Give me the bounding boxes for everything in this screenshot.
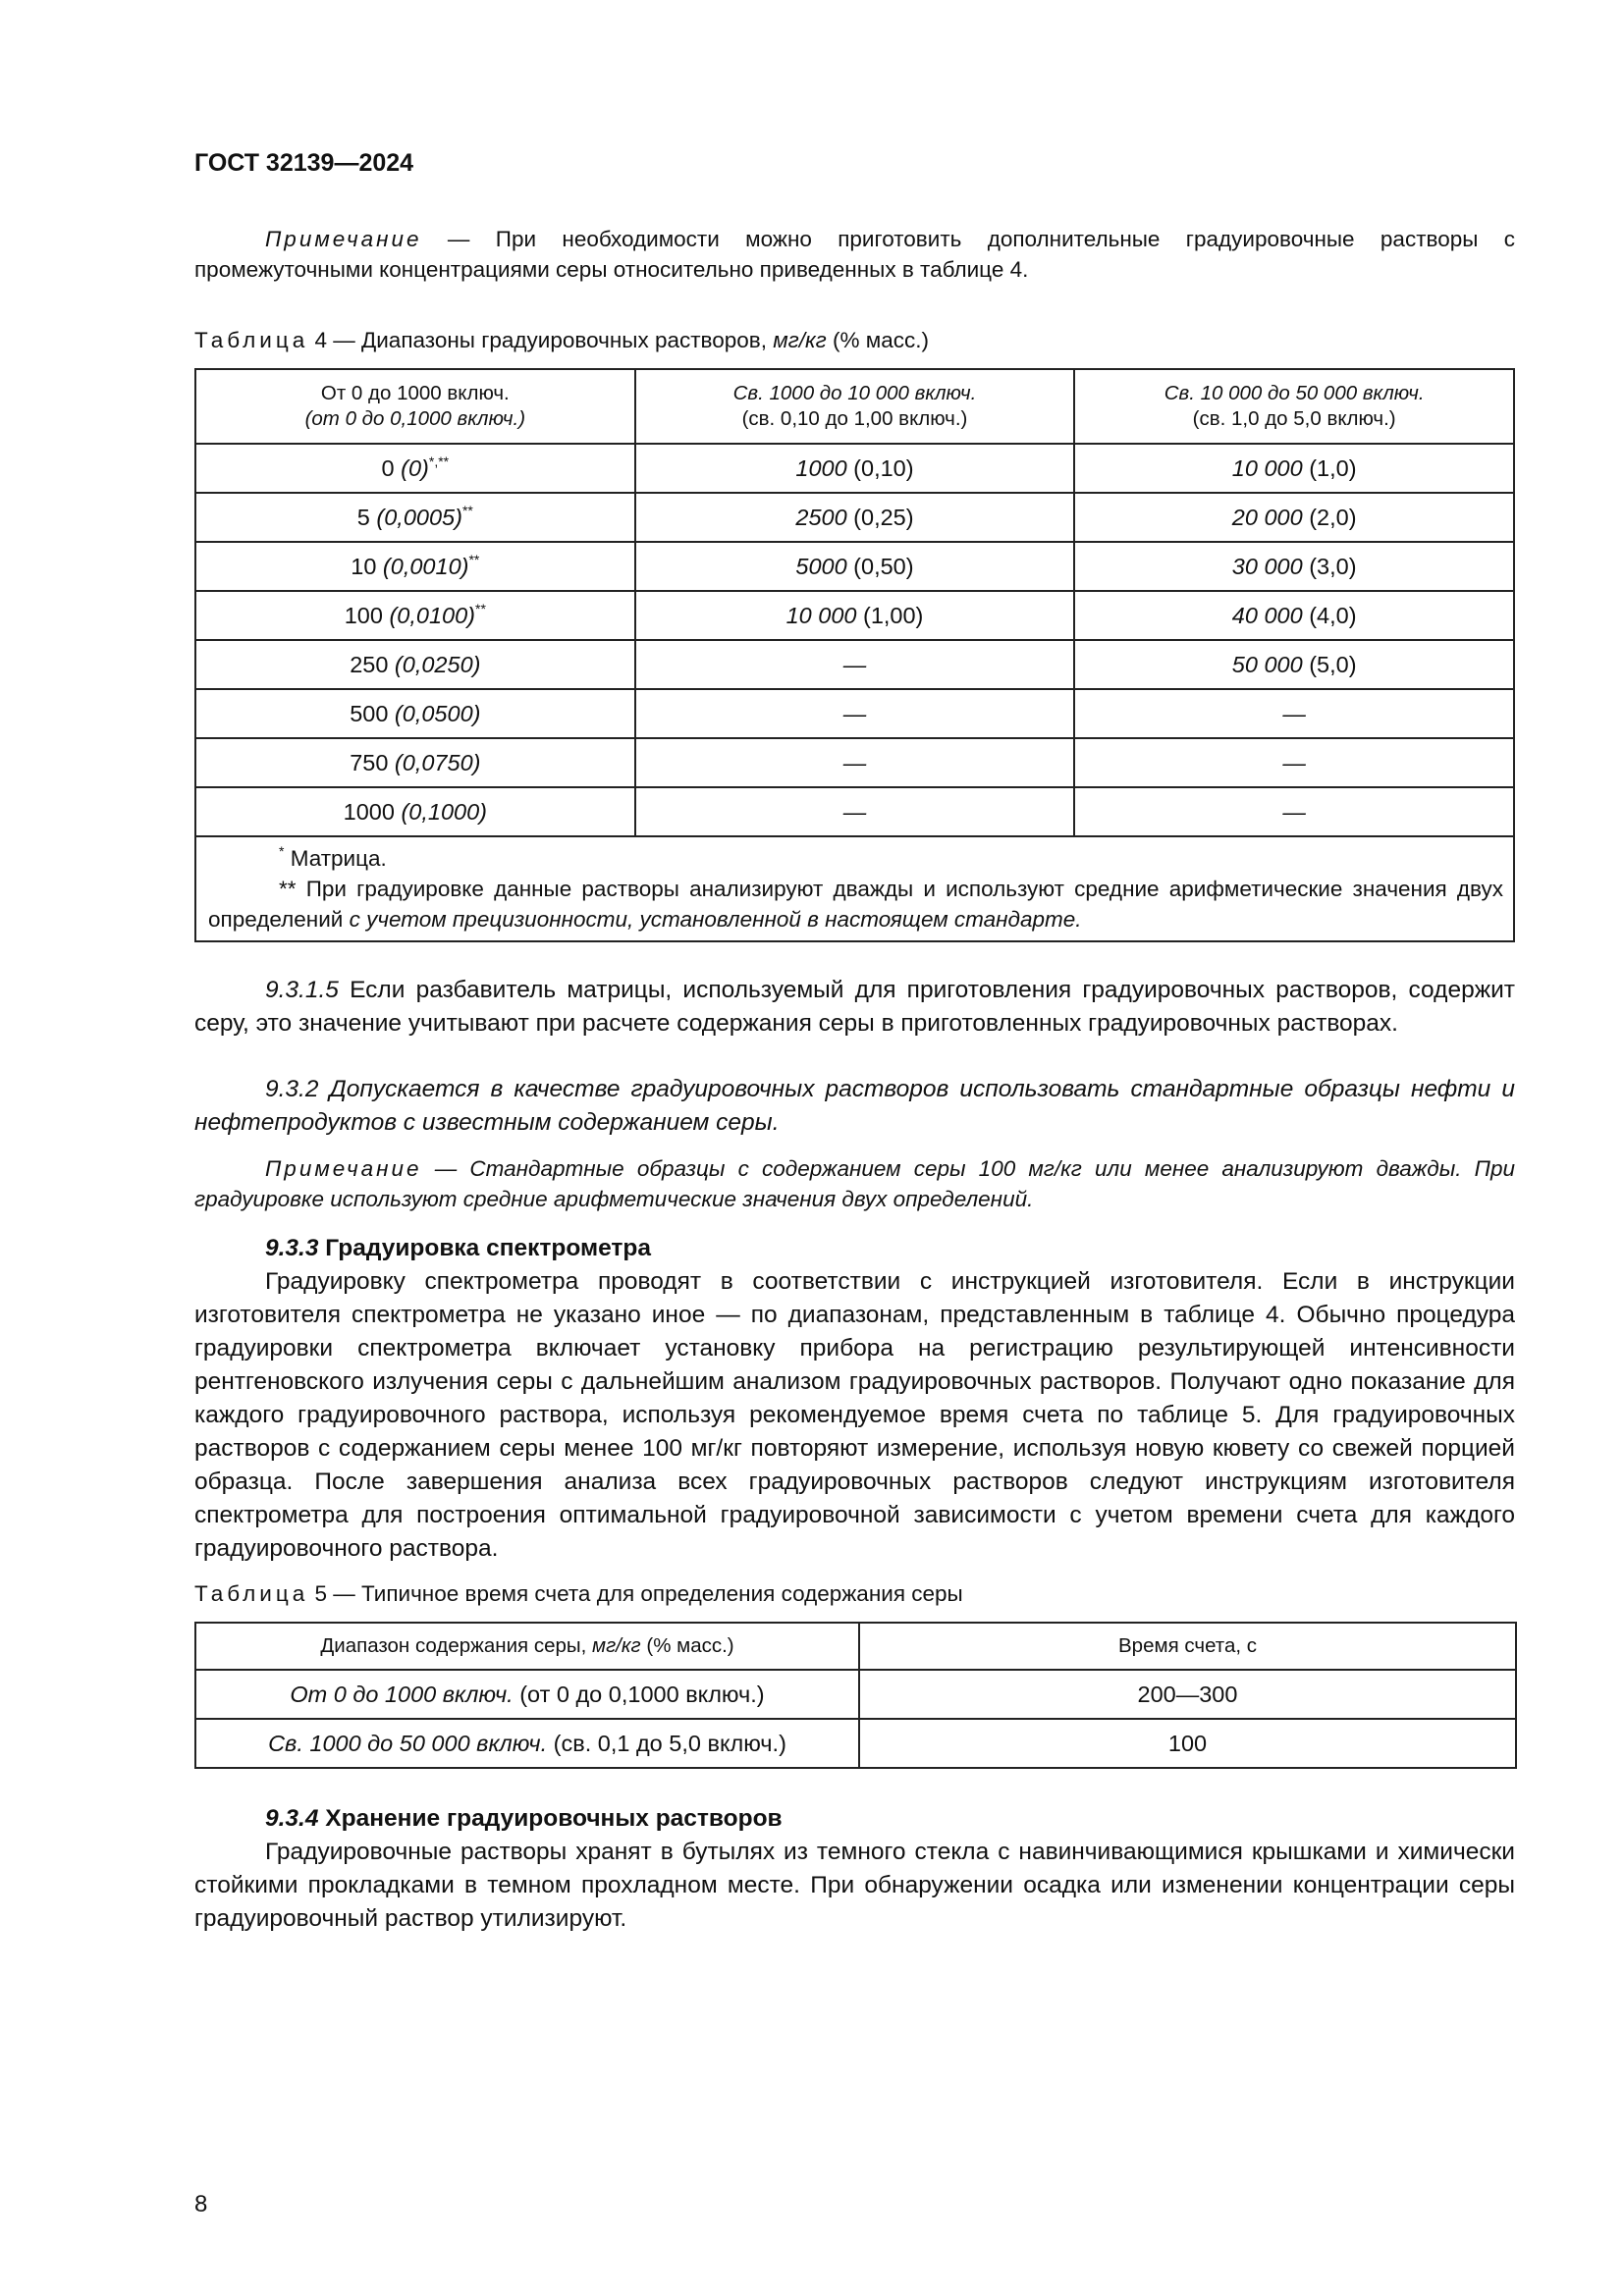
time-cell: 200—300 — [859, 1670, 1516, 1719]
value-italic: 50 000 — [1231, 651, 1303, 677]
section-9-3-4-text: Градуировочные растворы хранят в бутылях из темного стекла с навинчивающимися крышками и химически стойкими прокладками в темном прохладном месте. При обнаружении осадка или изменении концентрации серы градуировочный раствор утилизируют. — [194, 1839, 1515, 1932]
paragraph-9-3-2: 9.3.2 Допускается в качестве градуировочных растворов использовать стандартные образцы нефти и нефтепродуктов с известным содержанием серы. — [194, 1076, 1515, 1136]
header-line2: (от 0 до 0,1000 включ.) — [304, 407, 526, 430]
table-row — [195, 591, 1514, 640]
table-4-caption-tail: (% масс.) — [826, 328, 929, 352]
value-italic: (0,1000) — [394, 798, 487, 825]
table-4-caption-label: Таблица — [194, 328, 309, 352]
range-text: (св. 0,1 до 5,0 включ.) — [547, 1730, 786, 1756]
table-row — [195, 738, 1514, 787]
value-main: 100 — [344, 602, 383, 628]
value-italic: — — [842, 651, 867, 677]
concentration-cell — [635, 689, 1075, 738]
value-italic: 5000 — [795, 553, 847, 579]
note-2-text: — Стандартные образцы с содержанием серы 100 мг/кг или менее анализируют дважды. При градуировке используют средние арифметические значения двух определений. — [194, 1156, 1515, 1211]
table-4-footnotes — [195, 836, 1514, 941]
table-4-header-cell — [195, 369, 635, 444]
table-5 — [194, 1622, 1515, 1769]
range-cell — [195, 1670, 859, 1719]
table-4-caption — [194, 328, 1515, 353]
header-line2: (св. 0,10 до 1,00 включ.) — [741, 407, 968, 430]
table-4-header-cell — [1074, 369, 1514, 444]
value-italic: 30 000 — [1231, 553, 1303, 579]
concentration-cell — [195, 591, 635, 640]
value-main: 1000 — [343, 798, 395, 825]
value-main: 5 — [356, 504, 370, 530]
footnote-mark: ** — [475, 600, 486, 616]
value-italic: 10 000 — [1231, 454, 1303, 481]
paragraph-number: 9.3.1.5 — [265, 977, 339, 1003]
value-tail: (0,10) — [846, 454, 914, 481]
time-cell: 100 — [859, 1719, 1516, 1768]
concentration-cell — [1074, 738, 1514, 787]
value-italic: — — [1282, 700, 1306, 726]
section-title: Хранение градуировочных растворов — [318, 1805, 783, 1832]
value-main: 500 — [350, 700, 389, 726]
value-tail: (2,0) — [1302, 504, 1357, 530]
value-italic: — — [1282, 749, 1306, 775]
table-5-header-row — [195, 1623, 1516, 1670]
value-italic: (0,0750) — [388, 749, 481, 775]
concentration-cell — [1074, 787, 1514, 836]
value-italic: (0,0100) — [382, 602, 476, 628]
value-italic: — — [842, 700, 867, 726]
concentration-cell — [1074, 493, 1514, 542]
header-text: Диапазон содержания серы, — [320, 1634, 593, 1657]
header-tail: (% масс.) — [640, 1634, 734, 1657]
value-italic: (0,0005) — [369, 504, 462, 530]
value-italic: 20 000 — [1231, 504, 1303, 530]
table-5-caption-label: Таблица — [194, 1581, 309, 1606]
value-tail: (4,0) — [1302, 602, 1357, 628]
value-main: 750 — [350, 749, 389, 775]
table-row — [195, 493, 1514, 542]
footnote-double-star-text: ** При градуировке данные растворы анализируют дважды и используют средние арифметические значения двух определений — [208, 877, 1503, 932]
table-row — [195, 787, 1514, 836]
section-number: 9.3.3 — [265, 1235, 319, 1261]
footnote-mark: ** — [461, 502, 473, 518]
value-italic: 40 000 — [1231, 602, 1303, 628]
concentration-cell — [195, 640, 635, 689]
table-4-caption-text: 4 — Диапазоны градуировочных растворов, — [308, 328, 774, 352]
table-row — [195, 542, 1514, 591]
value-tail: (1,0) — [1302, 454, 1357, 481]
footnote-star-mark: * — [279, 843, 285, 859]
value-main: 0 — [381, 454, 395, 481]
value-italic: (0,0250) — [388, 651, 481, 677]
value-italic: (0) — [394, 454, 429, 481]
value-main: 250 — [350, 651, 389, 677]
section-number: 9.3.4 — [265, 1805, 319, 1832]
concentration-cell — [1074, 591, 1514, 640]
value-tail: (1,00) — [856, 602, 924, 628]
range-italic: От 0 до 1000 включ. — [290, 1681, 514, 1707]
concentration-cell — [635, 444, 1075, 493]
concentration-cell — [195, 787, 635, 836]
table-4 — [194, 368, 1515, 942]
table-4-footnotes-row — [195, 836, 1514, 941]
concentration-cell — [195, 689, 635, 738]
note-1 — [194, 224, 1515, 285]
header-unit: мг/кг — [592, 1634, 641, 1657]
section-9-3-3-heading — [194, 1232, 1515, 1265]
concentration-cell — [635, 640, 1075, 689]
concentration-cell — [635, 542, 1075, 591]
concentration-cell — [1074, 444, 1514, 493]
value-italic: 2500 — [795, 504, 847, 530]
note-2 — [194, 1153, 1515, 1214]
note-1-label: Примечание — [265, 227, 422, 251]
concentration-cell — [1074, 542, 1514, 591]
table-5-header-range — [195, 1623, 859, 1670]
footnote-star-text: Матрица. — [284, 846, 387, 871]
paragraph-text: Если разбавитель матрицы, используемый для приготовления градуировочных растворов, содержит серу, это значение учитывают при расчете содержания серы в приготовленных градуировочных растворах. — [194, 977, 1515, 1037]
page-number: 8 — [194, 2191, 208, 2217]
paragraph-9-3-1-5 — [194, 974, 1515, 1041]
range-italic: Св. 1000 до 50 000 включ. — [268, 1730, 548, 1756]
footnote-star — [208, 843, 1503, 874]
concentration-cell — [635, 738, 1075, 787]
value-tail: (0,50) — [846, 553, 914, 579]
header-line1: От 0 до 1000 включ. — [320, 382, 510, 404]
concentration-cell — [635, 591, 1075, 640]
table-5-caption-text: 5 — Типичное время счета для определения содержания серы — [308, 1581, 963, 1606]
note-2-label: Примечание — [265, 1156, 422, 1181]
concentration-cell — [635, 787, 1075, 836]
section-title: Градуировка спектрометра — [318, 1235, 652, 1261]
concentration-cell — [635, 493, 1075, 542]
concentration-cell — [195, 738, 635, 787]
range-cell — [195, 1719, 859, 1768]
footnote-double-star — [208, 874, 1503, 934]
value-italic: 1000 — [795, 454, 847, 481]
concentration-cell — [1074, 640, 1514, 689]
value-italic: — — [842, 749, 867, 775]
table-row — [195, 1670, 1516, 1719]
concentration-cell — [195, 542, 635, 591]
value-main: 10 — [351, 553, 377, 579]
footnote-mark: *,** — [428, 453, 450, 469]
concentration-cell — [195, 493, 635, 542]
table-4-caption-unit: мг/кг — [773, 328, 827, 352]
note-1-text: — При необходимости можно приготовить дополнительные градуировочные растворы с промежуточными концентрациями серы относительно приведенных в таблице 4. — [194, 227, 1515, 282]
table-row — [195, 444, 1514, 493]
table-4-header-row — [195, 369, 1514, 444]
header-line1: Св. 1000 до 10 000 включ. — [732, 382, 977, 404]
range-text: (от 0 до 0,1000 включ.) — [513, 1681, 765, 1707]
document-header: ГОСТ 32139—2024 — [194, 149, 414, 177]
section-9-3-4 — [194, 1802, 1515, 1936]
section-9-3-3 — [194, 1232, 1515, 1566]
table-4-header-cell — [635, 369, 1075, 444]
header-line1: Св. 10 000 до 50 000 включ. — [1164, 382, 1425, 404]
value-italic: (0,0500) — [388, 700, 481, 726]
footnote-mark: ** — [468, 551, 480, 567]
table-5-caption — [194, 1581, 1515, 1607]
value-tail: (0,25) — [846, 504, 914, 530]
table-row — [195, 1719, 1516, 1768]
value-tail: (5,0) — [1302, 651, 1357, 677]
section-9-3-3-text: Градуировку спектрометра проводят в соответствии с инструкцией изготовителя. Если в инструкции изготовителя спектрометра не указано иное — по диапазонам, представленным в таблице 4. Обычно процедура градуировки спектрометра включает установку прибора на регистрацию результирующей интенсивности рентгеновского излучения серы с дальнейшим анализом градуировочных растворов. Получают одно показание для каждого градуировочного раствора, используя рекомендуемое время счета по таблице 5. Для градуировочных растворов с содержанием серы менее 100 мг/кг повторяют измерение, используя новую кювету со свежей порцией образца. После завершения анализа всех градуировочных растворов следуют инструкциям изготовителя спектрометра для построения оптимальной градуировочной зависимости с учетом времени счета для каждого градуировочного раствора. — [194, 1268, 1515, 1562]
table-5-header-time: Время счета, с — [859, 1623, 1516, 1670]
footnote-double-star-italic: с учетом прецизионности, установленной в настоящем стандарте. — [349, 907, 1082, 932]
concentration-cell — [1074, 689, 1514, 738]
value-italic: — — [842, 798, 867, 825]
table-row — [195, 689, 1514, 738]
header-line2: (св. 1,0 до 5,0 включ.) — [1192, 407, 1396, 430]
concentration-cell — [195, 444, 635, 493]
value-italic: 10 000 — [785, 602, 857, 628]
value-italic: — — [1282, 798, 1306, 825]
value-italic: (0,0010) — [376, 553, 469, 579]
section-9-3-4-heading — [194, 1802, 1515, 1836]
value-tail: (3,0) — [1302, 553, 1357, 579]
table-row — [195, 640, 1514, 689]
